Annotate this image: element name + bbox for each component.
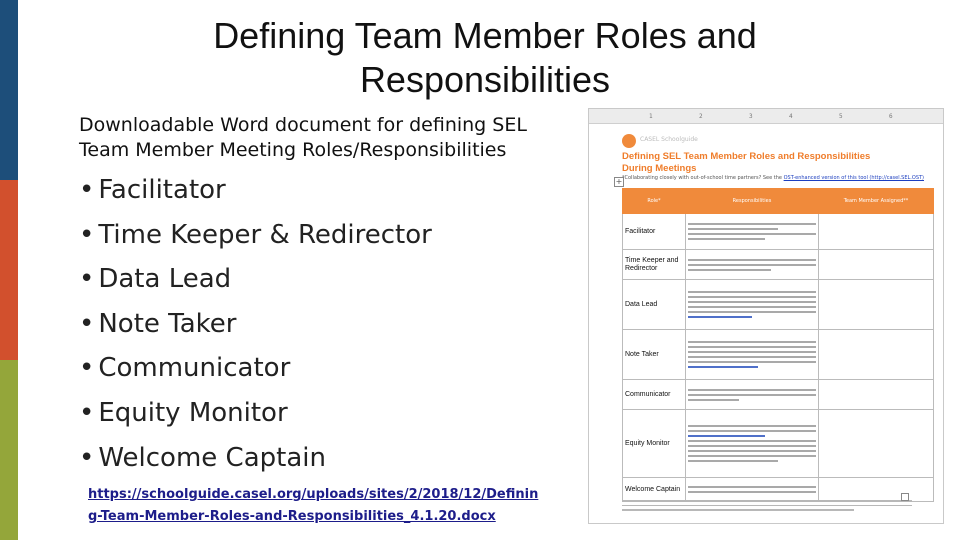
slide-title-line: Responsibilities	[359, 59, 611, 100]
document-logo-text: CASEL Schoolguide	[640, 136, 698, 143]
link-line[interactable]: g-Team-Member-Roles-and-Responsibilities_4.1.20.docx	[88, 509, 496, 524]
table-row	[623, 380, 934, 410]
checkbox-icon[interactable]	[901, 493, 909, 501]
assigned-cell[interactable]	[819, 280, 934, 330]
bullet-item	[79, 257, 432, 302]
responsibility-cell	[686, 330, 819, 380]
table-row	[623, 280, 934, 330]
role-cell: Time Keeper and Redirector	[623, 250, 686, 280]
bullet-dot-icon: •	[79, 308, 95, 339]
bullet-dot-icon: •	[79, 397, 95, 428]
bullet-label: Equity Monitor	[98, 397, 288, 428]
responsibility-cell	[686, 280, 819, 330]
bullet-dot-icon: •	[79, 442, 95, 473]
document-note-text: *Collaborating closely with out-of-school time partners? See the	[622, 175, 784, 181]
accent-bar-bottom	[0, 360, 18, 540]
assigned-cell[interactable]	[819, 214, 934, 250]
column-header: Team Member Assigned**	[819, 189, 934, 214]
slide-title	[120, 14, 850, 102]
subtitle-line: Team Member Meeting Roles/Responsibilities	[79, 139, 507, 161]
bullet-label: Welcome Captain	[98, 442, 326, 473]
ruler-mark: 4	[789, 113, 793, 120]
bullet-label: Communicator	[98, 353, 291, 384]
role-cell: Communicator	[623, 380, 686, 410]
roles-table	[622, 188, 934, 502]
bullet-item	[79, 391, 432, 436]
ruler-mark: 5	[839, 113, 843, 120]
column-header: Responsibilities	[686, 189, 819, 214]
document-heading	[622, 151, 922, 175]
responsibility-cell	[686, 250, 819, 280]
table-move-handle-icon[interactable]: +	[615, 177, 623, 186]
role-bullet-list	[79, 168, 432, 480]
responsibility-cell	[686, 214, 819, 250]
slide-subtitle	[79, 113, 579, 163]
responsibility-cell	[686, 410, 819, 478]
document-footnotes	[622, 497, 912, 514]
bullet-label: Time Keeper & Redirector	[98, 219, 432, 250]
document-heading-line: Defining SEL Team Member Roles and Responsibilities	[622, 151, 871, 162]
role-cell: Welcome Captain	[623, 478, 686, 502]
ruler-mark: 6	[889, 113, 893, 120]
document-heading-line: During Meetings	[622, 163, 697, 174]
bullet-item	[79, 436, 432, 481]
table-row	[623, 214, 934, 250]
table-row	[623, 410, 934, 478]
role-cell: Equity Monitor	[623, 410, 686, 478]
role-cell: Note Taker	[623, 330, 686, 380]
column-header: Role*	[623, 189, 686, 214]
slide-title-line: Defining Team Member Roles and	[213, 15, 757, 56]
assigned-cell[interactable]	[819, 380, 934, 410]
bullet-dot-icon: •	[79, 175, 95, 205]
casel-logo-icon	[622, 134, 636, 148]
role-cell: Data Lead	[623, 280, 686, 330]
bullet-item	[79, 346, 432, 391]
table-row	[623, 250, 934, 280]
assigned-cell[interactable]	[819, 410, 934, 478]
link-line[interactable]: https://schoolguide.casel.org/uploads/sites/2/2018/12/Definin	[88, 487, 539, 502]
bullet-item	[79, 213, 432, 258]
bullet-dot-icon: •	[79, 353, 95, 384]
ruler-mark: 3	[749, 113, 753, 120]
assigned-cell[interactable]	[819, 250, 934, 280]
bullet-label: Note Taker	[98, 308, 237, 339]
document-note-link[interactable]: OST-enhanced version of this tool (http://casel.SEL.OST)	[783, 175, 924, 181]
document-note	[622, 175, 932, 182]
responsibility-cell	[686, 380, 819, 410]
bullet-dot-icon: •	[79, 264, 95, 295]
ruler-mark: 2	[699, 113, 703, 120]
accent-bar-middle	[0, 180, 18, 360]
bullet-dot-icon: •	[79, 219, 95, 250]
subtitle-line: Downloadable Word document for defining SEL	[79, 114, 527, 136]
document-preview[interactable]	[588, 108, 944, 524]
role-cell: Facilitator	[623, 214, 686, 250]
bullet-label: Facilitator	[98, 175, 226, 205]
assigned-cell[interactable]	[819, 330, 934, 380]
accent-bar-top	[0, 0, 18, 180]
document-download-link[interactable]	[88, 484, 568, 528]
ruler-mark: 1	[649, 113, 653, 120]
bullet-item	[79, 168, 432, 213]
bullet-item	[79, 302, 432, 347]
document-ruler	[589, 109, 943, 124]
bullet-label: Data Lead	[98, 264, 232, 295]
table-row	[623, 330, 934, 380]
